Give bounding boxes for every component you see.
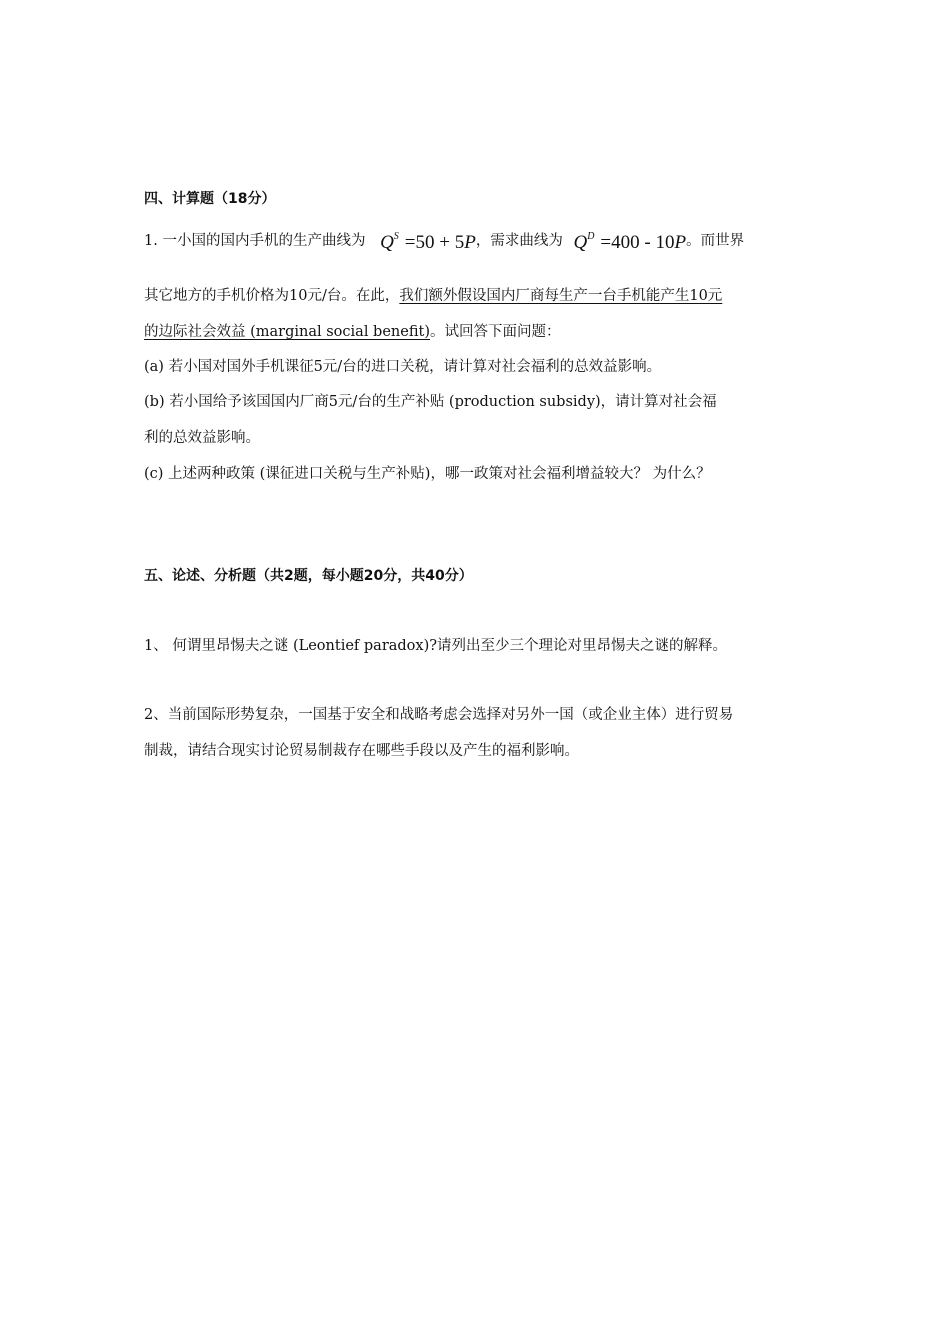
assumption-underlined-1: 我们额外假设国内厂商每生产一台手机能产生10元 (399, 288, 723, 304)
essay-question-1: 1、 何谓里昂惕夫之谜 (Leontief paradox)?请列出至少三个理论对里昂惕夫之谜的解释。 (144, 638, 728, 654)
question-1b-line-1: (b) 若小国给予该国国内厂商5元/台的生产补贴 (production subsidy)，请计算对社会福 (144, 394, 717, 410)
question-1-lead: 一小国的国内手机的生产曲线为 (162, 233, 366, 249)
section5-title: 五、论述、分析题（共2题，每小题20分，共40分） (144, 568, 473, 584)
essay-question-2-line-1: 2、当前国际形势复杂，一国基于安全和战略考虑会选择对另外一国（或企业主体）进行贸易 (144, 707, 734, 723)
question-1b-line-2: 利的总效益影响。 (144, 430, 260, 446)
question-1-line-2 (144, 286, 814, 306)
instruction-text: 。试回答下面问题： (430, 324, 561, 340)
question-number: 1. (144, 233, 158, 249)
price-statement: 其它地方的手机价格为10元/台。在此， (144, 288, 400, 304)
question-1-line-3 (144, 322, 814, 342)
question-1a: (a) 若小国对国外手机课征5元/台的进口关税，请计算对社会福利的总效益影响。 (144, 359, 662, 375)
essay-question-2-line-2: 制裁，请结合现实讨论贸易制裁存在哪些手段以及产生的福利影响。 (144, 743, 579, 759)
question-1-line-1 (144, 227, 814, 253)
question-1c: (c) 上述两种政策 (课征进口关税与生产补贴)，哪一政策对社会福利增益较大？ 为什么？ (144, 466, 711, 482)
question-1-tail: 。而世界 (686, 233, 745, 249)
section4-title: 四、计算题（18分） (144, 191, 276, 207)
supply-equation: $Q^S =50 + 5P$ (380, 231, 476, 253)
demand-equation: $Q^D =400 - 10P$ (573, 231, 687, 253)
assumption-underlined-2: 的边际社会效益 (marginal social benefit) (144, 324, 430, 340)
question-1-mid: ，需求曲线为 (475, 233, 563, 249)
